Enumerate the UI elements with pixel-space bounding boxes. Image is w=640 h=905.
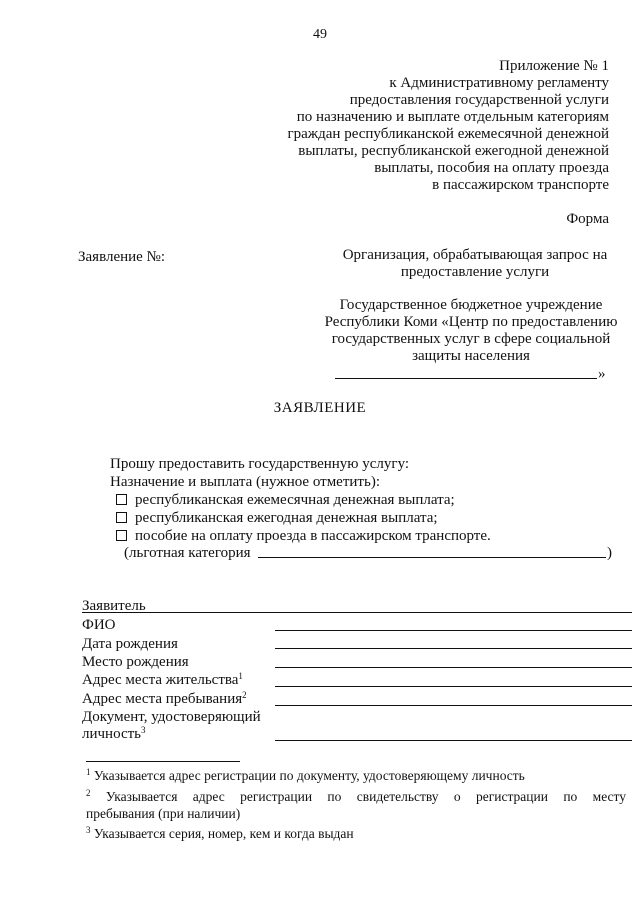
option-label: республиканская ежемесячная денежная выплата; [135, 492, 455, 508]
category-input-line[interactable] [258, 557, 606, 558]
footnote-text: Указывается адрес регистрации по документу, удостоверяющему личность [93, 768, 525, 783]
footnote-text: Указывается адрес регистрации по свидетельству о регистрации по месту [105, 789, 626, 804]
option-monthly [116, 492, 455, 509]
organization-block [325, 247, 625, 281]
institution-line: государственных услуг в сфере социальной [331, 331, 611, 347]
institution-line: защиты населения [412, 348, 530, 364]
field-line-birth-place[interactable] [275, 667, 632, 668]
footnote-text: Указывается серия, номер, кем и когда выдан [93, 826, 354, 841]
appendix-line: выплаты, республиканской ежегодной денежной [298, 143, 609, 159]
field-label-text: личность [82, 726, 142, 742]
institution-blank-line [335, 378, 597, 379]
appendix-line: предоставления государственной услуги [349, 92, 609, 108]
appendix-line: к Административному регламенту [389, 75, 609, 91]
applicant-heading-rule [82, 612, 632, 613]
applicant-heading: Заявитель [82, 598, 146, 614]
application-number-label: Заявление №: [78, 249, 166, 265]
footnote-2 [86, 789, 626, 805]
appendix-line: граждан республиканской ежемесячной денежной [287, 126, 609, 142]
option-label: республиканская ежегодная денежная выплата; [135, 510, 438, 526]
footnote-mark: 3 [86, 825, 91, 835]
field-label-id-doc-2 [82, 726, 146, 743]
field-label-text: Адрес места пребывания [82, 691, 243, 707]
field-label-birth-date: Дата рождения [82, 636, 178, 652]
appendix-block [189, 58, 609, 194]
checkbox-travel[interactable] [116, 530, 127, 541]
organization-line: предоставление услуги [400, 264, 550, 280]
footnote-mark: 1 [86, 767, 91, 777]
field-line-birth-date[interactable] [275, 648, 632, 649]
field-label-fio: ФИО [82, 617, 116, 633]
footnote-ref: 1 [238, 671, 243, 681]
field-line-fio[interactable] [275, 630, 632, 631]
option-label: пособие на оплату проезда в пассажирском транспорте. [135, 528, 491, 544]
option-annual [116, 510, 438, 527]
appendix-line: по назначению и выплате отдельным категориям [296, 109, 609, 125]
footnote-mark: 2 [86, 788, 91, 798]
appendix-line: Приложение № 1 [499, 58, 609, 74]
footnote-ref: 2 [242, 690, 247, 700]
footnote-1 [86, 768, 626, 784]
appendix-line: в пассажирском транспорте [432, 177, 609, 193]
organization-line: Организация, обрабатывающая запрос на [342, 247, 608, 263]
field-line-id-doc[interactable] [275, 740, 632, 741]
field-label-stay [82, 691, 247, 708]
institution-closing-quote: » [598, 366, 606, 382]
page-number: 49 [313, 27, 327, 42]
field-label-birth-place: Место рождения [82, 654, 189, 670]
document-title: ЗАЯВЛЕНИЕ [273, 400, 367, 416]
footnote-3 [86, 826, 626, 842]
form-label: Форма [566, 211, 609, 227]
field-label-residence [82, 672, 243, 689]
option-travel [116, 528, 491, 545]
request-subtitle: Назначение и выплата (нужное отметить): [110, 474, 380, 490]
request-intro: Прошу предоставить государственную услугу: [110, 456, 410, 472]
checkbox-monthly[interactable] [116, 494, 127, 505]
field-label-id-doc: Документ, удостоверяющий [82, 709, 261, 725]
field-line-stay[interactable] [275, 705, 632, 706]
institution-line: Республики Коми «Центр по предоставлению [324, 314, 618, 330]
footnote-separator [86, 761, 240, 762]
category-close: ) [607, 545, 612, 561]
footnote-2-continuation: пребывания (при наличии) [86, 806, 241, 821]
institution-block [318, 297, 624, 365]
checkbox-annual[interactable] [116, 512, 127, 523]
institution-line: Государственное бюджетное учреждение [339, 297, 603, 313]
footnote-ref: 3 [141, 725, 146, 735]
appendix-line: выплаты, пособия на оплату проезда [374, 160, 609, 176]
category-label: (льготная категория [124, 545, 251, 561]
field-label-text: Адрес места жительства [82, 672, 239, 688]
field-line-residence[interactable] [275, 686, 632, 687]
